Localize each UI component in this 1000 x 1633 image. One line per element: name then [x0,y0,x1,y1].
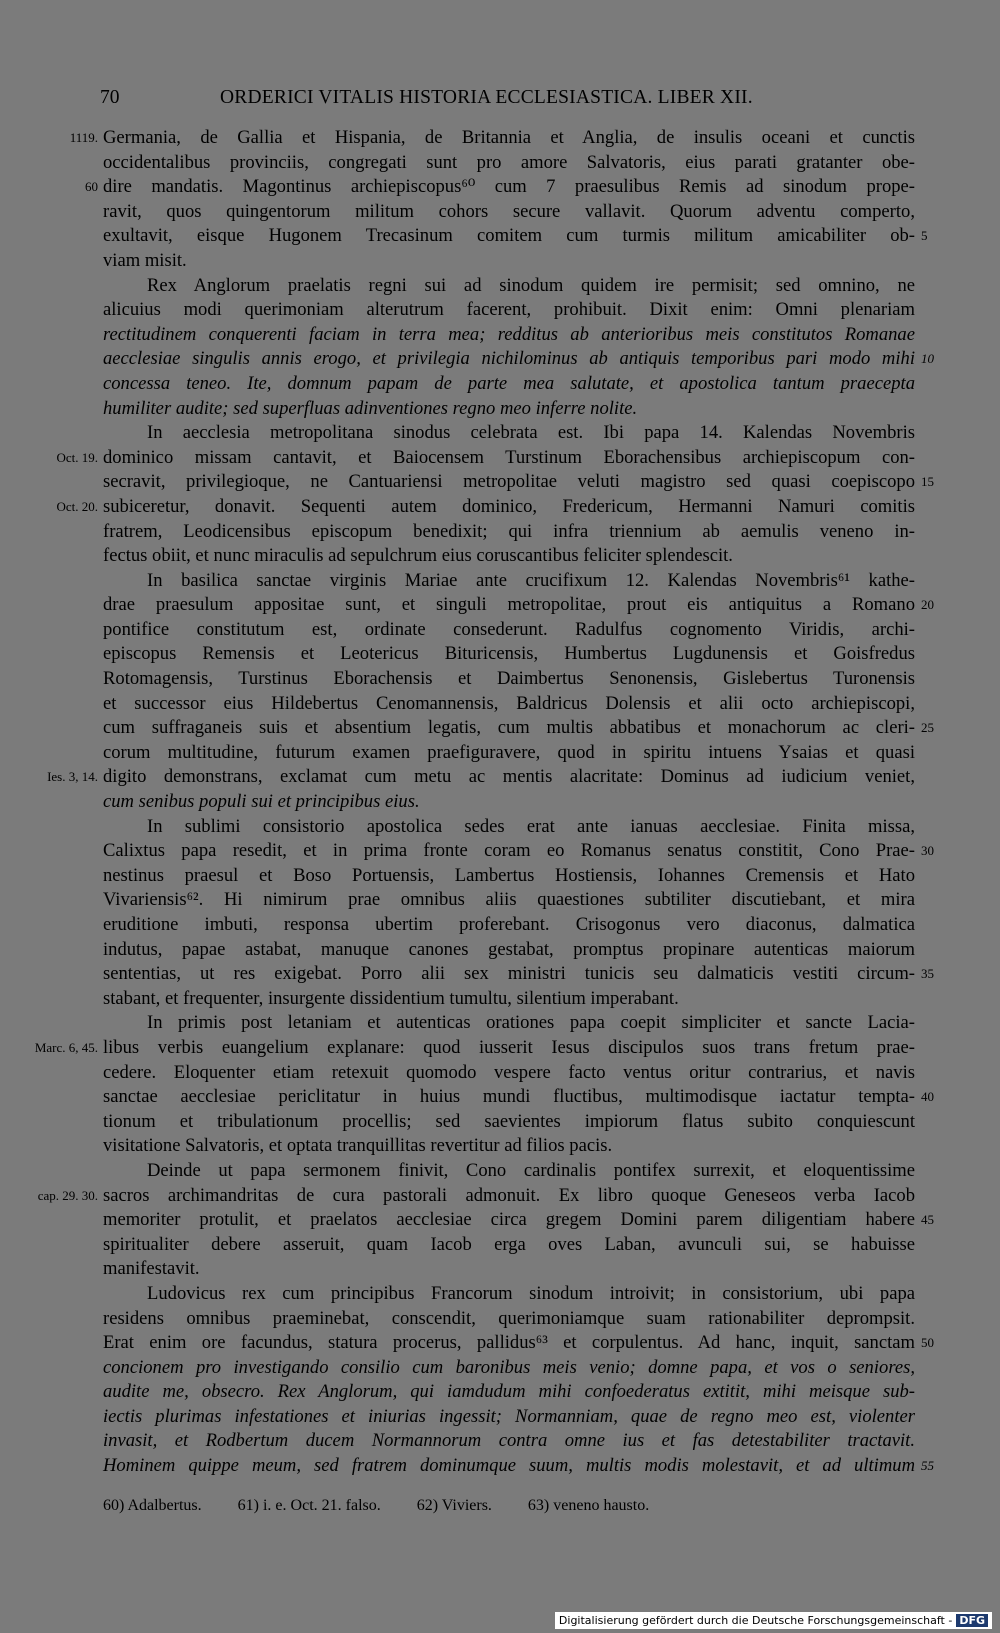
line-number: 5 [921,228,928,244]
text-line [47,765,915,790]
line-text: dominico missam cantavit, et Baiocensem Turstinum Eborachensibus archiepiscopum con- [103,446,915,468]
page-number: 70 [100,87,120,108]
line-text: concionem pro investigando consilio cum baronibus meis venio; domne papa, et vos o seniores, [103,1356,915,1378]
line-text: In aecclesia metropolitana sinodus celebrata est. Ibi papa 14. Kalendas Novembris [147,422,915,444]
line-text: audite me, obsecro. Rex Anglorum, qui iamdudum mihi confoederatus extitit, mihi meisque sub- [103,1381,915,1403]
text-line [103,397,915,422]
text-line [103,323,915,348]
line-text: exultavit, eisque Hugonem Trecasinum comitem cum turmis militum amicabiliter ob- [103,225,915,247]
line-text: sententias, ut res exigebat. Porro alii sex ministri tunicis seu dalmaticis vestiti circum- [103,963,915,985]
line-number: 15 [921,474,934,490]
text-line [103,1380,915,1405]
text-line [103,151,915,176]
footnote: 63) veneno hausto. [527,1497,650,1514]
footnote: 61) i. e. Oct. 21. falso. [237,1497,381,1514]
line-text: fectus obiit, et nunc miraculis ad sepulchrum eius coruscantibus feliciter splendescit. [103,545,733,567]
margin-reference: Oct. 19. [56,449,98,465]
credit-text: Digitalisierung gefördert durch die Deutsche Forschungsgemeinschaft - [558,1614,953,1627]
margin-reference: 60 [85,179,98,195]
text-line [103,1257,915,1282]
line-text: eruditione imbuti, responsa ubertim proferebant. Crisogonus vero diaconus, dalmatica [103,914,915,935]
line-text: corum multitudine, futurum examen praefiguravere, quod in spiritu intuens Ysaias et quasi [103,741,915,763]
line-text: Vivariensis⁶². Hi nimirum prae omnibus aliis quaestiones subtiliter discutiebant, et mira [103,889,915,911]
text-line [103,1454,934,1479]
text-line [103,470,934,495]
text-line [56,446,915,471]
line-number: 55 [921,1458,934,1474]
line-text: humiliter audite; sed superfluas adinventiones regno meo inferre nolite. [103,397,638,419]
text-line [103,888,915,913]
text-line [103,864,915,889]
line-text: Deinde ut papa sermonem finivit, Cono cardinalis pontifex surrexit, et eloquentissime [147,1159,915,1181]
line-text: Calixtus papa resedit, et in prima fronte coram eo Romanus senatus constitit, Cono Prae- [103,840,915,862]
line-text: episcopus Remensis et Leotericus Bituricensis, Humbertus Lugdunensis et Goisfredus [103,643,915,665]
line-text: Rotomagensis, Turstinus Eborachensis et Daimbertus Senonensis, Gislebertus Turonensis [103,668,915,690]
line-text: memoriter protulit, et praelatos aecclesiae circa gregem Domini parem diligentiam habere [103,1209,915,1231]
text-line [103,1331,934,1356]
text-line [103,1429,915,1454]
text-line [103,1085,934,1110]
text-line [103,593,934,618]
text-line [103,200,915,225]
text-line [103,790,915,815]
text-line [103,618,915,643]
text-line [103,544,915,569]
line-text: drae praesulum appositae sunt, et singuli metropolitae, prout eis antiquitus a Romano [103,594,915,616]
text-line [103,1405,915,1430]
margin-reference: Marc. 6, 45. [34,1039,98,1055]
text-line [103,839,934,864]
text-line [103,962,934,987]
text-line [103,1134,915,1159]
line-text: Hominem quippe meum, sed fratrem dominumque suum, multis modis molestavit, et ad ultimum [103,1455,915,1477]
line-text: In basilica sanctae virginis Mariae ante crucifixum 12. Kalendas Novembris⁶¹ kathe- [147,569,915,591]
text-line [103,1307,915,1332]
line-text: digito demonstrans, exclamat cum metu ac mentis alacritate: Dominus ad iudicium veniet, [103,766,915,788]
line-text: dire mandatis. Magontinus archiepiscopus⁶⁰ cum 7 praesulibus Remis ad sinodum prope- [103,176,915,198]
line-text: manifestavit. [103,1258,200,1280]
line-text: spiritualiter debere asseruit, quam Iacob erga oves Laban, avunculi sui, se habuisse [103,1233,915,1255]
line-text: libus verbis euangelium explanare: quod iusserit Iesus discipulos suos trans fretum prae- [103,1036,915,1058]
margin-reference: Ies. 3, 14. [47,769,98,785]
text-line [103,815,915,840]
line-text: sacros archimandritas de cura pastorali admonuit. Ex libro quoque Geneseos verba Iacob [103,1184,915,1206]
line-number: 45 [921,1212,934,1228]
text-line [103,298,915,323]
text-line [85,175,915,200]
line-text: fratrem, Leodicensibus episcopum benedixit; qui infra triennium ab aemulis veneno in- [103,520,915,542]
line-text: pontifice constitutum est, ordinate consederunt. Radulfus cognomento Viridis, archi- [103,618,915,640]
line-text: cedere. Eloquenter etiam retexuit quomodo vespere facto ventus oritur contrarius, et navis [103,1061,915,1083]
text-line [103,1356,915,1381]
line-text: sanctae aecclesiae periclitatur in huius mundi fluctibus, multimodisque iactatur tempta- [103,1086,915,1108]
line-text: alicuius modi querimoniam alterutrum facerent, prohibuit. Dixit enim: Omni plenariam [103,299,915,321]
text-line [103,249,915,274]
text-line [103,1233,915,1258]
text-line [103,1061,915,1086]
line-text: residens omnibus praeminebat, conscendit, querimoniamque suam rationabiliter deprompsit. [103,1307,915,1329]
line-text: viam misit. [103,249,187,271]
text-line [103,372,915,397]
line-text: aecclesiae singulis annis erogo, et privilegia nichilominus ab antiquis temporibus pari modo mihi [103,348,915,370]
line-text: occidentalibus provinciis, congregati sunt pro amore Salvatoris, eius parati gratanter obe- [103,151,915,173]
line-text: In sublimi consistorio apostolica sedes erat ante ianuas aecclesiae. Finita missa, [147,815,915,837]
dfg-logo: DFG [956,1614,988,1627]
line-text: cum senibus populi sui et principibus eius. [103,791,420,813]
line-text: visitatione Salvatoris, et optata tranquillitas revertitur ad filios pacis. [103,1135,613,1157]
line-text: invasit, et Rodbertum ducem Normannorum contra omne ius et fas detestabiliter tractavit. [103,1430,915,1452]
text-line [34,1036,915,1061]
text-line [103,692,915,717]
line-text: cum suffraganeis suis et absentium legatis, cum multis abbatibus et monachorum ac cleri- [103,717,915,739]
footnotes [103,1497,681,1515]
line-text: Ludovicus rex cum principibus Francorum sinodum introivit; in consistorium, ubi papa [147,1282,915,1304]
main-text [34,126,934,1479]
line-number: 30 [921,843,934,859]
line-text: secravit, privilegioque, ne Cantuariensi metropolitae veluti magistro sed quasi coepiscopo [103,471,915,493]
line-number: 20 [921,597,934,613]
text-line [103,987,915,1012]
line-number: 25 [921,720,934,736]
text-line [103,274,915,299]
line-text: tionum et tribulationum procellis; sed saevientes impiorum flatus subito conquiescunt [103,1110,915,1132]
line-text: ravit, quos quingentorum militum cohors secure vallavit. Quorum adventu comperto, [103,200,915,222]
text-line [103,1208,934,1233]
text-line [103,938,915,963]
line-text: indutus, papae astabat, manuque canones gestabat, promptus propinare autenticas maiorum [103,938,915,960]
text-line [103,347,934,372]
line-number: 50 [921,1335,934,1351]
text-line [103,716,934,741]
line-number: 40 [921,1089,934,1105]
page-header [100,84,900,112]
line-text: rectitudinem conquerenti faciam in terra mea; redditus ab anterioribus meis constitutos Romanae [103,323,915,345]
text-line [37,1184,915,1209]
line-text: Erat enim ore facundus, statura procerus, pallidus⁶³ et corpulentus. Ad hanc, inquit, sanctam [103,1332,915,1354]
line-text: concessa teneo. Ite, domnum papam de parte mea salutate, et apostolica tantum praecepta [103,372,915,394]
line-number: 35 [921,966,934,982]
text-line [103,667,915,692]
footnote: 62) Viviers. [416,1497,492,1514]
line-text: nestinus praesul et Boso Portuensis, Lambertus Hostiensis, Iohannes Cremensis et Hato [103,864,915,886]
text-line [69,126,915,151]
text-line [103,421,915,446]
line-text: iectis plurimas infestationes et iniurias ingessit; Normanniam, quae de regno meo est, violenter [103,1405,915,1427]
text-line [103,642,915,667]
line-number: 10 [921,351,934,367]
line-text: Germania, de Gallia et Hispania, de Britannia et Anglia, de insulis oceani et cunctis [103,127,915,148]
line-text: et successor eius Hildebertus Cenomannensis, Baldricus Dolensis et alii octo archiepiscopi, [103,692,915,714]
text-line [103,913,915,938]
text-line [103,1110,915,1135]
text-line [56,495,915,520]
running-title: ORDERICI VITALIS HISTORIA ECCLESIASTICA. LIBER XII. [220,87,753,108]
text-line [103,1011,915,1036]
digitization-credit [555,1612,992,1629]
text-line [103,569,915,594]
line-text: stabant, et frequenter, insurgente dissidentium tumultu, silentium imperabant. [103,987,679,1009]
footnote: 60) Adalbertus. [103,1497,202,1514]
margin-reference: cap. 29. 30. [37,1187,98,1203]
text-line [103,224,928,249]
margin-reference: Oct. 20. [56,498,98,514]
line-text: Rex Anglorum praelatis regni sui ad sinodum quidem ire permisit; sed omnino, ne [147,274,915,296]
text-line [103,520,915,545]
text-line [103,1282,915,1307]
line-text: subiceretur, donavit. Sequenti autem dominico, Fredericum, Hermanni Namuri comitis [103,495,915,517]
text-line [103,1159,915,1184]
line-text: In primis post letaniam et autenticas orationes papa coepit simpliciter et sancte Lacia- [147,1012,915,1034]
text-line [103,741,915,766]
margin-reference: 1119. [69,130,98,145]
